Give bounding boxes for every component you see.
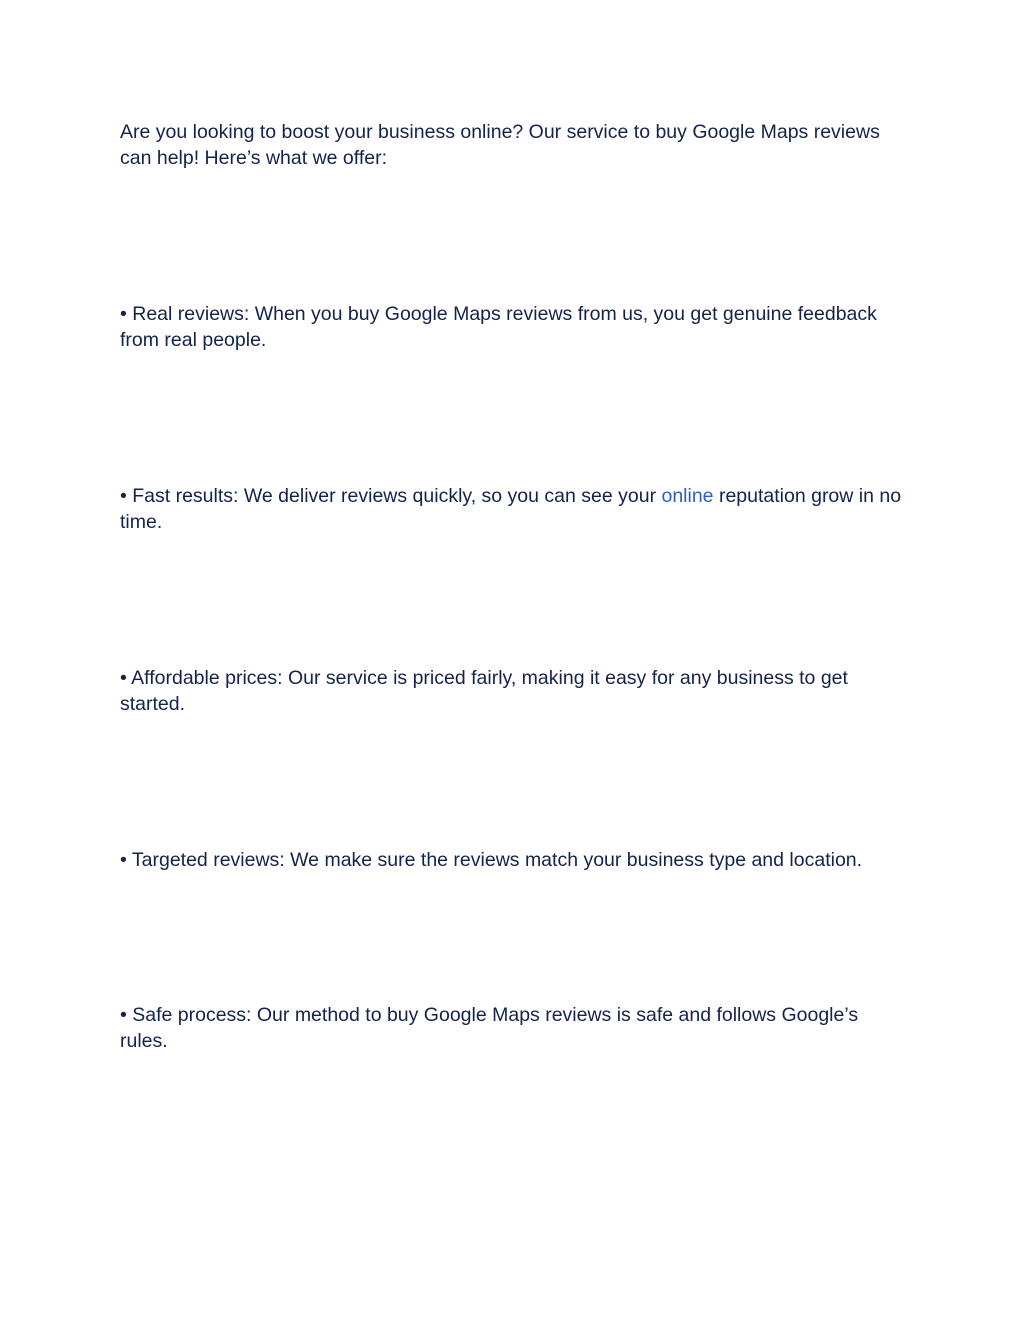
online-link[interactable]: online <box>661 485 714 507</box>
bullet-real-reviews: • Real reviews: When you buy Google Maps reviews from us, you get genuine feedback from real people. <box>120 303 877 351</box>
bullet-safe-process: • Safe process: Our method to buy Google Maps reviews is safe and follows Google’s rules. <box>120 1004 859 1052</box>
bullet-fast-results-text-before: • Fast results: We deliver reviews quickly, so you can see your <box>120 485 662 507</box>
bullet-fast-results <box>120 483 910 535</box>
bullet-targeted-reviews: • Targeted reviews: We make sure the reviews match your business type and location. <box>120 849 863 871</box>
intro-paragraph: Are you looking to boost your business online? Our service to buy Google Maps reviews can help! Here’s what we offer: <box>120 121 880 169</box>
bullet-fast-results-text-after: reputation grow in no time. <box>120 485 902 533</box>
bullet-affordable-prices: • Affordable prices: Our service is priced fairly, making it easy for any business to get started. <box>120 667 848 715</box>
